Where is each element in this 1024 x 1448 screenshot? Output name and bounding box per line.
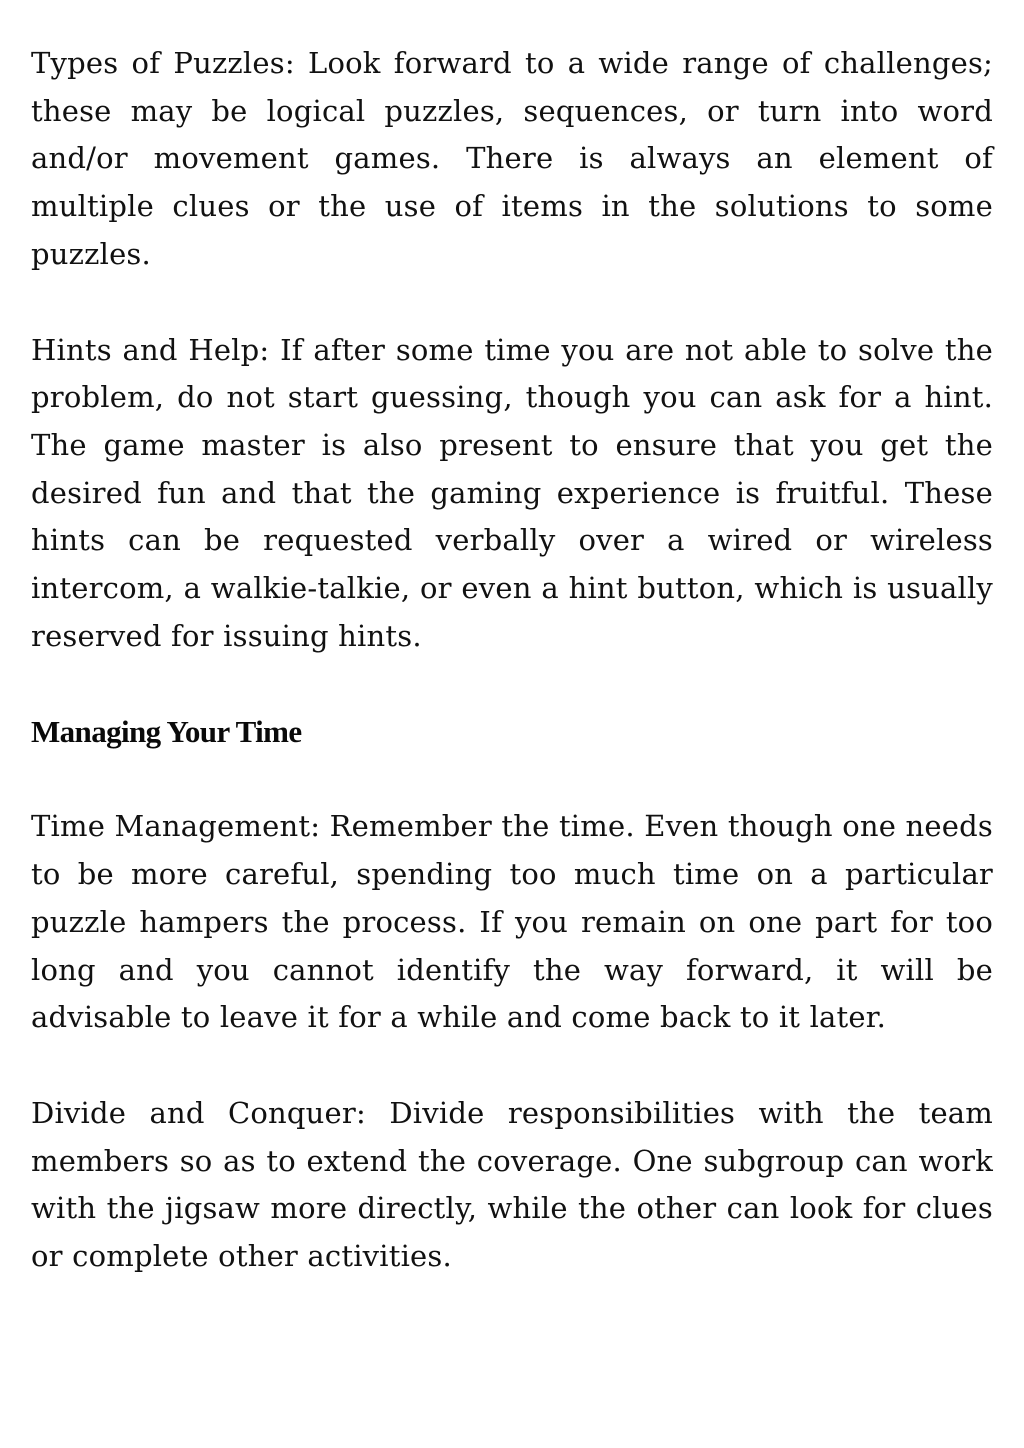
section-heading-managing-your-time: Managing Your Time xyxy=(31,714,302,750)
document-page xyxy=(31,40,993,1281)
paragraph-divide-and-conquer: Divide and Conquer: Divide responsibilities with the team members so as to extend the coverage. One subgroup can work with the jigsaw more directly, while the other can look for clues or complete other activities. xyxy=(31,1095,993,1274)
paragraph-spacer xyxy=(31,660,993,708)
paragraph-spacer xyxy=(31,279,993,327)
paragraph-hints-and-help: Hints and Help: If after some time you are not able to solve the problem, do not start guessing, though you can ask for a hint. The game master is also present to ensure that you get the desired fun and that the gaming experience is fruitful. These hints can be requested verbally over a wired or wireless intercom, a walkie-talkie, or even a hint button, which is usually reserved for issuing hints. xyxy=(31,332,993,653)
paragraph-time-management: Time Management: Remember the time. Even though one needs to be more careful, spending too much time on a particular puzzle hampers the process. If you remain on one part for too long and you cannot identify the way forward, it will be advisable to leave it for a while and come back to it later. xyxy=(31,809,993,1035)
paragraph-types-of-puzzles: Types of Puzzles: Look forward to a wide range of challenges; these may be logical puzzles, sequences, or turn into word and/or movement games. There is always an element of multiple clues or the use of items in the solutions to some puzzles. xyxy=(31,46,993,271)
paragraph-spacer xyxy=(31,755,993,803)
paragraph-spacer xyxy=(31,1042,993,1090)
